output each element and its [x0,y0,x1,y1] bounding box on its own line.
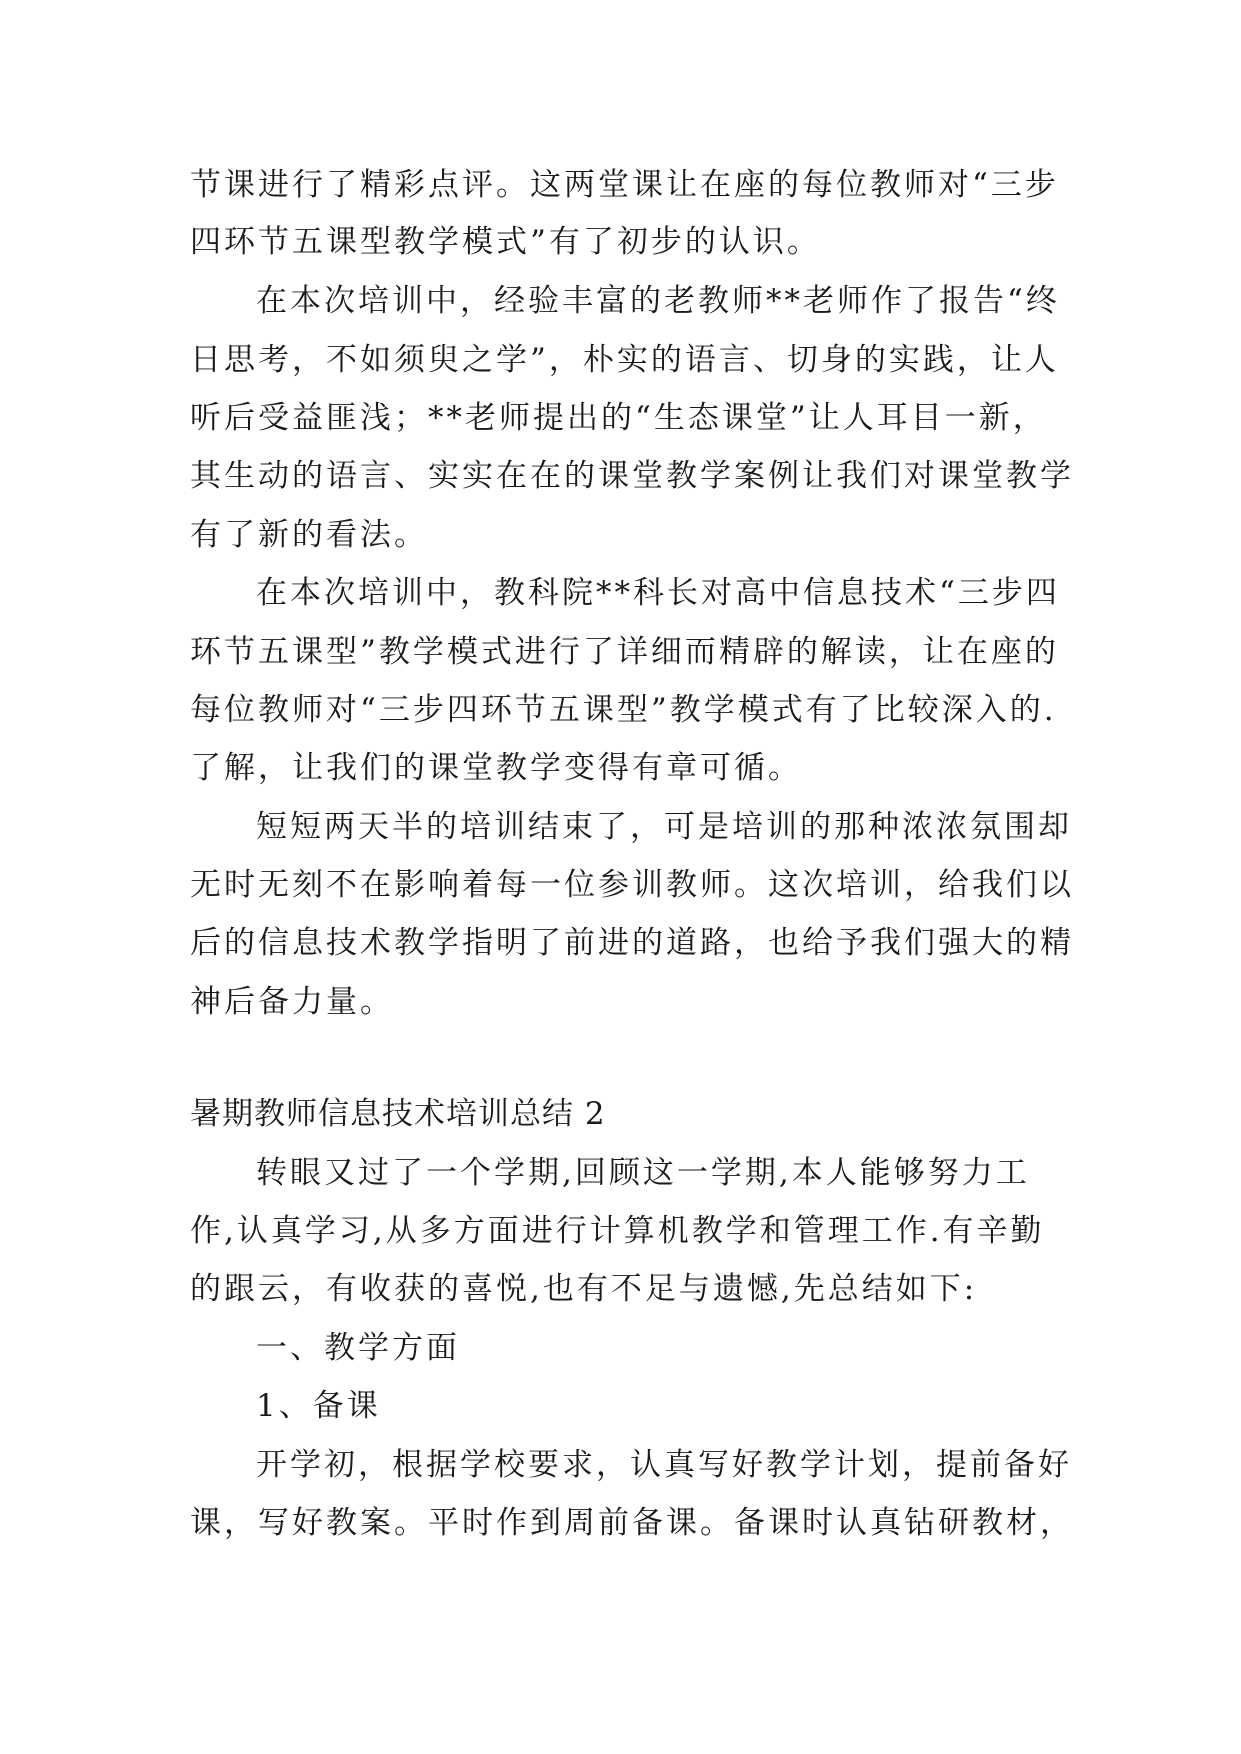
subheading: 1、备课 [256,1388,381,1424]
paragraph-line: 课，写好教案。平时作到周前备课。备课时认真钻研教材， [190,1505,1074,1541]
paragraph-line: 其生动的语言、实实在在的课堂教学案例让我们对课堂教学 [190,458,1074,494]
paragraph-line: 的跟云，有收获的喜悦,也有不足与遗憾,先总结如下: [190,1271,978,1307]
paragraph-line: 四环节五课型教学模式”有了初步的认识。 [190,224,821,260]
paragraph-line: 环节五课型”教学模式进行了详细而精辟的解读，让在座的 [190,634,1059,670]
paragraph-line: 每位教师对“三步四环节五课型”教学模式有了比较深入的. [190,692,1057,728]
paragraph-line: 节课进行了精彩点评。这两堂课让在座的每位教师对“三步 [190,167,1059,203]
paragraph-line: 在本次培训中，经验丰富的老教师**老师作了报告“终 [256,283,1060,319]
paragraph-line: 有了新的看法。 [190,517,428,553]
paragraph-line: 日思考，不如须臾之学”，朴实的语言、切身的实践，让人 [190,342,1059,378]
paragraph-line: 在本次培训中，教科院**科长对高中信息技术“三步四 [256,575,1060,611]
paragraph-line: 转眼又过了一个学期,回顾这一学期,本人能够努力工 [256,1155,1030,1191]
paragraph-line: 开学初，根据学校要求，认真写好教学计划，提前备好 [256,1447,1072,1483]
paragraph-line: 短短两天半的培训结束了，可是培训的那种浓浓氛围却 [256,809,1072,845]
paragraph-line: 神后备力量。 [190,984,394,1020]
section-title: 暑期教师信息技术培训总结 2 [190,1096,606,1132]
paragraph-line: 听后受益匪浅；**老师提出的“生态课堂”让人耳目一新， [190,400,1047,436]
subheading: 一、教学方面 [256,1330,460,1366]
paragraph-line: 无时无刻不在影响着每一位参训教师。这次培训，给我们以 [190,867,1074,903]
paragraph-line: 作,认真学习,从多方面进行计算机教学和管理工作.有辛勤 [190,1213,1045,1249]
paragraph-line: 了解，让我们的课堂教学变得有章可循。 [190,750,802,786]
paragraph-line: 后的信息技术教学指明了前进的道路，也给予我们强大的精 [190,925,1074,961]
